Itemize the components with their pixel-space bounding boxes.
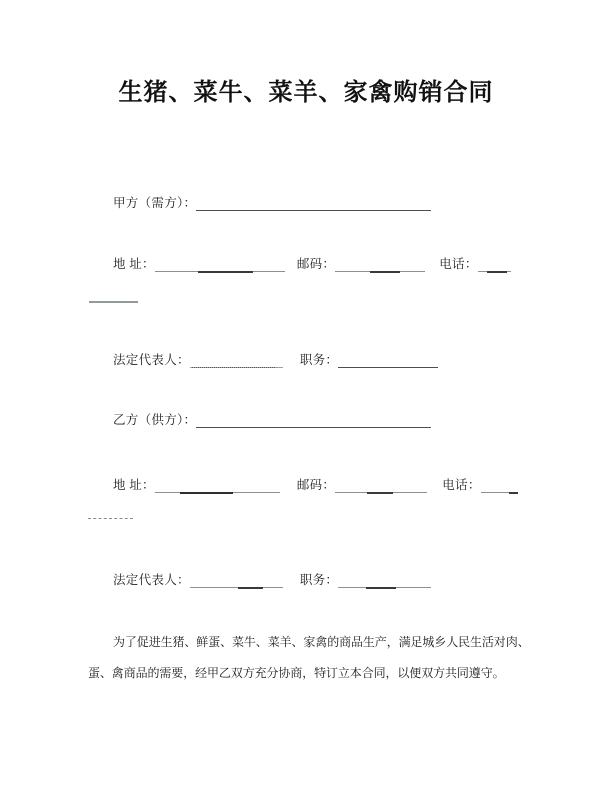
party-a-position-blank (338, 352, 438, 368)
party-a-legal-rep-blank (190, 352, 283, 368)
party-a-postcode-label: 邮码： (296, 257, 336, 271)
party-b-postcode-blank (335, 477, 427, 493)
party-b-legal-rep-row (113, 572, 431, 588)
party-a-row (113, 195, 431, 211)
intro-paragraph (88, 627, 528, 689)
party-a-address-label: 地 址： (113, 257, 155, 271)
party-a-postcode-blank (335, 256, 425, 272)
party-a-phone-blank (478, 256, 511, 272)
party-a-phone-blank-continuation (89, 301, 138, 303)
party-b-position-label: 职务： (299, 573, 339, 587)
party-b-address-row (113, 477, 518, 493)
party-b-row (113, 412, 431, 428)
party-b-phone-blank (481, 477, 518, 493)
party-b-address-label: 地 址： (113, 478, 155, 492)
party-a-address-blank (155, 256, 285, 272)
party-b-phone-label: 电话： (442, 478, 481, 492)
party-b-postcode-label: 邮码： (296, 478, 336, 492)
party-a-legal-rep-label: 法定代表人： (113, 353, 190, 367)
party-b-name-blank (196, 412, 431, 428)
party-a-label: 甲方（需方）： (113, 196, 197, 210)
intro-line-2: 蛋、禽商品的需要，经甲乙双方充分协商，特订立本合同，以便双方共同遵守。 (88, 666, 505, 680)
party-a-position-label: 职务： (299, 353, 339, 367)
page-title: 生猪、菜牛、菜羊、家禽购销合同 (118, 79, 494, 106)
party-a-address-row (113, 256, 511, 272)
party-a-legal-rep-row (113, 352, 438, 368)
party-a-name-blank (196, 195, 431, 211)
party-b-legal-rep-label: 法定代表人： (113, 573, 190, 587)
intro-line-1: 为了促进生猪、鲜蛋、菜牛、菜羊、家禽的商品生产，满足城乡人民生活对肉、 (113, 635, 530, 649)
party-a-phone-label: 电话： (439, 257, 478, 271)
party-b-label: 乙方（供方）： (113, 413, 197, 427)
party-b-position-blank (338, 572, 431, 588)
party-b-phone-blank-continuation (88, 518, 133, 519)
party-b-legal-rep-blank (190, 572, 283, 588)
party-b-address-blank (155, 477, 280, 493)
